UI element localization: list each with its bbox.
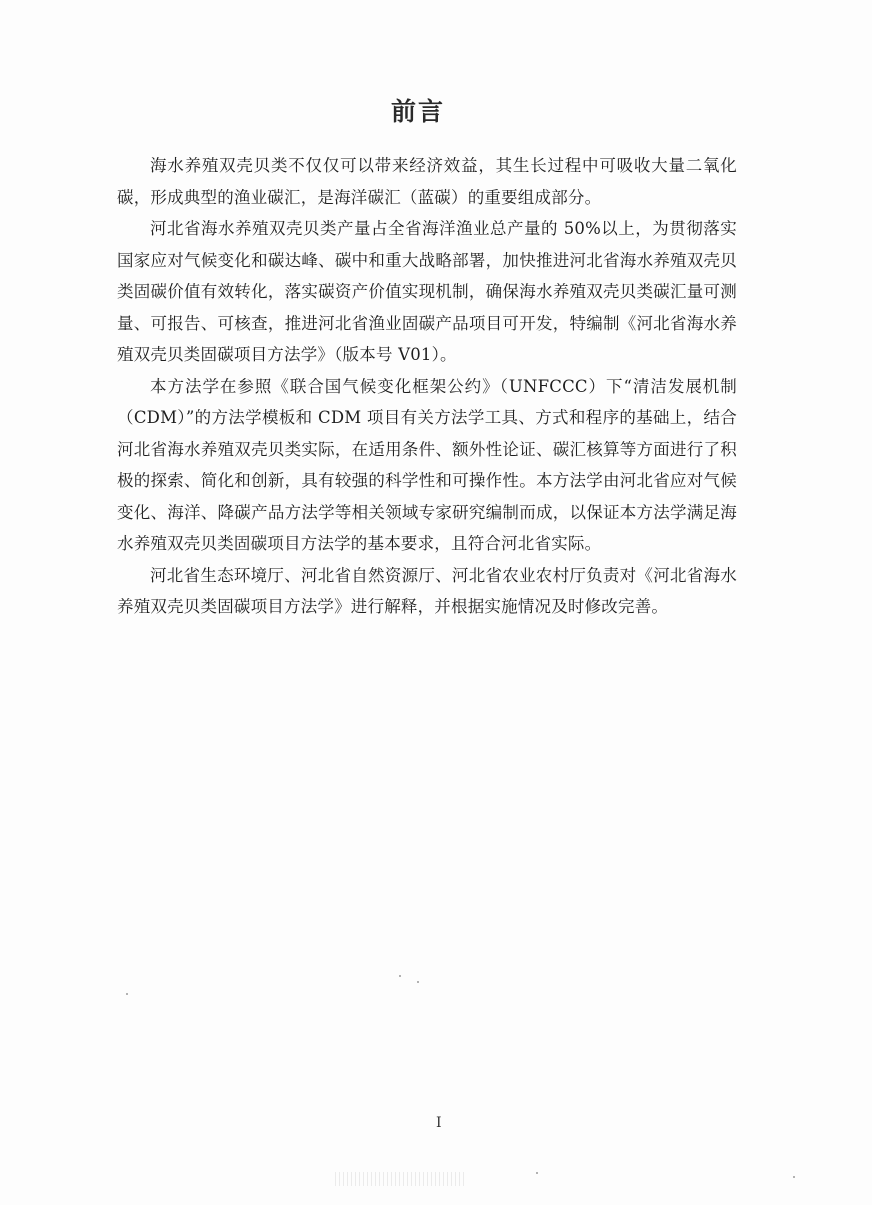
scan-noise xyxy=(335,1172,465,1186)
paragraph-1: 海水养殖双壳贝类不仅仅可以带来经济效益，其生长过程中可吸收大量二氧化碳，形成典型的渔业碳汇，是海洋碳汇（蓝碳）的重要组成部分。 xyxy=(117,156,737,207)
page-title: 前言 xyxy=(390,97,445,126)
paragraph-4: 河北省生态环境厅、河北省自然资源厅、河北省农业农村厅负责对《河北省海水养殖双壳贝类固碳项目方法学》进行解释，并根据实施情况及时修改完善。 xyxy=(117,565,737,616)
scan-speck xyxy=(399,975,401,977)
paragraph-2: 河北省海水养殖双壳贝类产量占全省海洋渔业总产量的 50%以上，为贯彻落实国家应对气候变化和碳达峰、碳中和重大战略部署，加快推进河北省海水养殖双壳贝类固碳价值有效转化，落实碳资产价值实现机制，确保海水养殖双壳贝类碳汇量可测量、可报告、可核查，推进河北省渔业固碳产品项目可开发，特编制《河北省海水养殖双壳贝类固碳项目方法学》（版本号 V01）。 xyxy=(117,219,737,364)
scan-speck xyxy=(536,1172,538,1174)
page-number: I xyxy=(436,1115,442,1131)
scan-speck xyxy=(793,1176,795,1178)
document-body xyxy=(117,150,737,623)
paragraph-3: 本方法学在参照《联合国气候变化框架公约》（UNFCCC）下“清洁发展机制（CDM）”的方法学模板和 CDM 项目有关方法学工具、方式和程序的基础上，结合河北省海水养殖双壳贝类实际，在适用条件、额外性论证、碳汇核算等方面进行了积极的探索、简化和创新，具有较强的科学性和可操作性。本方法学由河北省应对气候变化、海洋、降碳产品方法学等相关领域专家研究编制而成，以保证本方法学满足海水养殖双壳贝类固碳项目方法学的基本要求，且符合河北省实际。 xyxy=(117,376,737,553)
scan-speck xyxy=(126,993,128,995)
scan-speck xyxy=(417,981,419,983)
